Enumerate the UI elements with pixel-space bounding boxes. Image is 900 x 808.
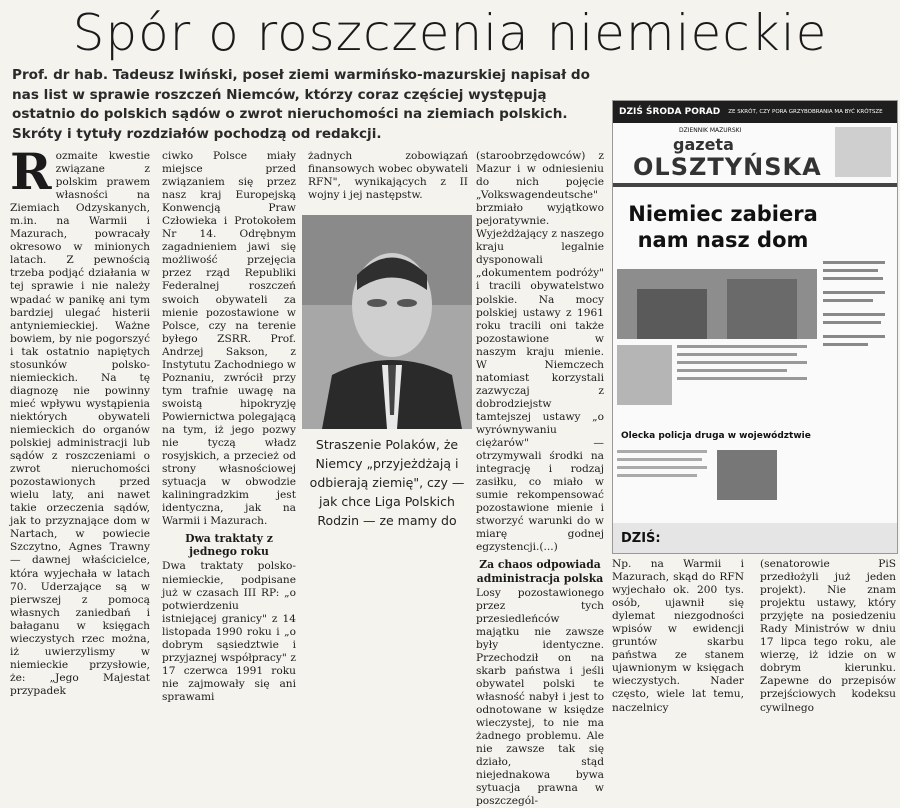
- article-column-1: [10, 142, 150, 697]
- thumb-subtitle: Olecka policja druga w województwie: [621, 431, 811, 441]
- thumb-sidebar: [823, 261, 893, 451]
- subhead-za-chaos: Za chaos odpowiada administracja polska: [476, 558, 604, 585]
- author-photo: [302, 215, 472, 429]
- column-6-text: (senatorowie PiS przedłożyli już jeden projekt). Nie znam projektu ustawy, który przyjęte na posiedzeniu Rady Ministrów w dniu 17 lipca tego roku, ale wierzę, iż idzie on w dobrym kierunku. Zapewne do przepisów przejściowych kodeksu cywilnego: [760, 558, 896, 714]
- column-2-text-top: ciwko Polsce miały miejsce przed związaniem się przez nasz kraj Europejską Konwencją Praw Człowieka i Protokołem Nr 14. Odrębnym zagadnieniem jawi się możliwość przejęcia przez rząd Republiki Federalnej roszczeń swoich obywateli za mienie pozostawione w Polsce, czy na terenie byłego ZSRR. Prof. Andrzej Sakson, z Instytutu Zachodniego w Poznaniu, zwrócił przy tym trafnie uwagę na swoistą hipokryzję Powiernictwa polegającą na tym, iż jego pozwy nie tyczą władz rosyjskich, a przecież od strony własnościowej sytuacja w obwodzie kaliningradzkim jest identyczna, jak na Warmii i Mazurach.: [162, 150, 296, 528]
- article-headline: Spór o roszczenia niemieckie: [72, 4, 828, 62]
- column-5-text: Np. na Warmii i Mazurach, skąd do RFN wyjechało ok. 200 tys. osób, ujawnił się dylemat niezgodności wpisów w ewidencji gruntów skarbu państwa ze stanem ujawnionym w księgach wieczystych. Nader często, wiele lat temu, naczelnicy: [612, 558, 744, 714]
- thumb-top-band-right: ZE SKRÓT, CZY PORA GRZYBOBRANIA MA BYĆ KRÓTSZE: [728, 109, 883, 115]
- thumb-headline: Niemiec zabiera nam nasz dom: [628, 202, 818, 252]
- column-1-text: ozmaite kwestie związane z polskim prawem własności na Ziemiach Odzyskanych, m.in. na Warmii i Mazurach, powracały okresowo w minionych latach. Z pewnością trzeba podjąć działania w tej sprawie i nie należy wpadać w panikę ani tym bardziej ulegać histerii antyniemieckiej. Ważne bowiem, by nie pogorszyć i tak ostatnio napiętych stosunków polsko-niemieckich. Na tę diagnozę nie powinny mieć wpływu wystąpienia niektórych obywateli niemieckich do organów polskiej administracji lub sądów z roszczeniami o zwrot nieruchomości pozostawionych przed wielu laty, ani nawet takie orzeczenia sądów, jak to przyznające dom w Nartach, w powiecie Szczytno, Agnes Trawny — dawnej właścicielce, która wyjechała w latach 70. Uderzające są w pierwszej z pomocą własnych zaniedbań i bałaganu w księgach wieczystych rzec można, iż uwierzylismy w niemieckie przysłowie, że: „Jego Majestat przypadek: [10, 150, 150, 697]
- article-lead: Prof. dr hab. Tadeusz Iwiński, poseł ziemi warmińsko-mazurskiej napisał do nas list w sprawie roszczeń Niemców, którzy coraz częściej występują ostatnio do polskich sądów o zwrot nieruchomości na ziemiach polskich. Skróty i tytuły rozdziałów pochodzą od redakcji.: [12, 67, 590, 142]
- thumb-masthead: [613, 123, 897, 183]
- article-column-4: [476, 150, 604, 808]
- subhead-dwa-traktaty: Dwa traktaty z jednego roku: [185, 532, 273, 559]
- newspaper-front-page-thumbnail: [612, 100, 898, 554]
- article-column-2: [162, 150, 296, 703]
- article-column-5: [612, 558, 744, 714]
- thumb-text-lines: [617, 345, 817, 415]
- column-4-text-top: (staroobrzędowców) z Mazur i w odniesieniu do nich pojęcie „Volkswagendeutsche" brzmiało wyjątkowo pejoratywnie. Wyjeżdżający z naszego kraju legalnie dysponowali „dokumentem podróży" i tracili obywatelstwo polskie. Na mocy polskiej ustawy z 1961 roku tracili oni także pozostawione w naszym kraju mienie. W Niemczech natomiast korzystali zazwyczaj z dobrodziejstw tamtejszej ustawy „o wyrównywaniu ciężarów" — otrzymywali środki na integrację i rodzaj zasiłku, co miało w sumie rekompensować pozostawione mienie i stworzyć warunki do w miarę godnej egzystencji.(...): [476, 150, 604, 554]
- thumb-photo-main: [617, 269, 817, 339]
- column-4-text-bottom: Losy pozostawionego przez tych przesiedleńców majątku nie zawsze były identyczne. Przechodził on na skarb państwa i jeśli obywatel polski te własność nabył i jest to odnotowane w księdze wieczystej, to nie ma żadnego problemu. Ale nie zawsze tak się działo, stąd niejednakowa bywa sytuacja prawna w poszczegól-: [476, 586, 604, 808]
- thumb-footer: DZIŚ:: [613, 523, 897, 553]
- thumb-top-band: [613, 101, 897, 123]
- thumb-masthead-olsztynska: OLSZTYŃSKA: [633, 153, 822, 181]
- thumb-masthead-gazeta: gazeta: [673, 135, 734, 154]
- thumb-bottom-photo: [617, 446, 817, 506]
- article-column-3: [308, 150, 468, 210]
- pull-quote: Straszenie Polaków, że Niemcy „przyjeżdżają i odbierają ziemię", czy — jak chce Liga Polskich Rodzin — ze mamy do: [309, 437, 465, 528]
- article-column-6: [760, 558, 896, 714]
- column-2-text-bottom: Dwa traktaty polsko-niemieckie, podpisane już w czasach III RP: „o potwierdzeniu istniejącej granicy" z 14 listopada 1990 roku i „o dobrym sąsiedztwie i przyjaznej współpracy" z 17 czerwca 1991 roku nie zajmowały się ani sprawami: [162, 560, 296, 703]
- thumb-side-box: [835, 127, 891, 177]
- thumb-masthead-small: DZIENNIK MAZURSKI: [679, 127, 742, 134]
- thumb-top-band-label: DZIŚ ŚRODA PORAD: [619, 107, 721, 117]
- drop-cap: R: [10, 142, 52, 201]
- column-3-text: żadnych zobowiązań finansowych wobec obywateli RFN", wynikających z II wojny i jej następstw.: [308, 150, 468, 202]
